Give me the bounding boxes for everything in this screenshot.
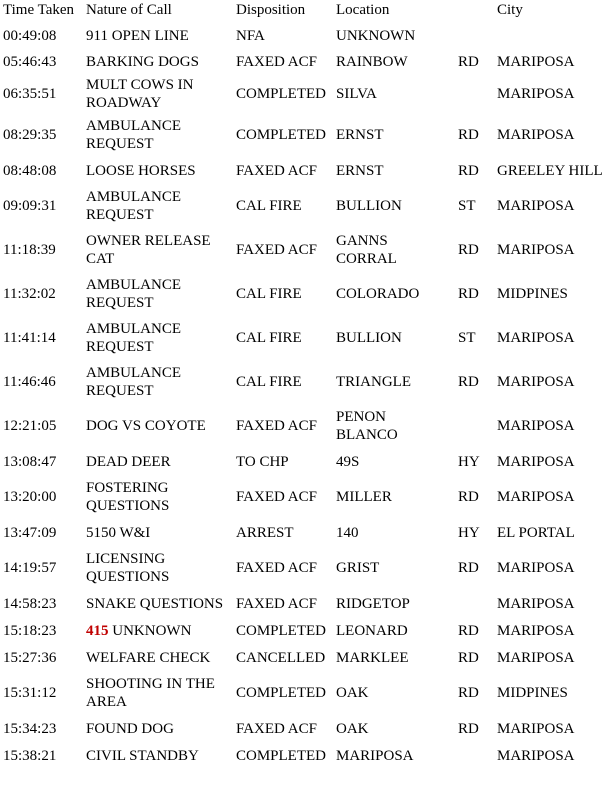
cell-location: RIDGETOP [336,595,410,612]
call-code-highlight: 415 [86,622,109,639]
cell-location: LEONARD [336,622,408,639]
call-nature-text: UNKNOWN [108,622,192,639]
cell-location: TRIANGLE [336,374,411,390]
cell-time: 05:46:43 [3,53,57,70]
cell-disposition: FAXED ACF [236,489,317,505]
cell-nature-of-call: LICENSING QUESTIONS [86,551,170,585]
cell-location: GRIST [336,560,380,576]
cell-nature-of-call: 911 OPEN LINE [86,27,189,44]
header-time-taken: Time Taken [3,2,75,18]
cell-city: MARIPOSA [497,127,575,143]
cell-city: GREELEY HILL [497,162,603,179]
cell-city: MARIPOSA [497,560,575,576]
cell-location: UNKNOWN [336,27,416,44]
cell-city: MARIPOSA [497,198,575,214]
cell-suffix: RD [458,286,479,302]
cell-nature-of-call: FOSTERING QUESTIONS [86,480,170,514]
cell-nature-of-call: AMBULANCE REQUEST [86,189,182,223]
cell-nature-of-call: CIVIL STANDBY [86,747,199,764]
cell-disposition: COMPLETED [236,86,326,102]
table-row [0,360,614,404]
cell-time: 15:31:12 [3,685,57,701]
cell-disposition: CAL FIRE [236,198,302,214]
table-row [0,157,614,184]
cell-disposition: COMPLETED [236,127,326,143]
cell-city: MARIPOSA [497,649,575,666]
cell-suffix: RD [458,162,479,179]
header-disposition: Disposition [236,2,306,18]
table-row [0,644,614,671]
cell-time: 11:18:39 [3,242,56,258]
table-row [0,715,614,742]
cell-disposition: CAL FIRE [236,374,302,390]
table-row [0,48,614,75]
cell-location: 49S [336,453,360,470]
cell-suffix: RD [458,622,479,639]
cell-city: MARIPOSA [497,720,575,737]
cell-nature-of-call: AMBULANCE REQUEST [86,321,182,355]
header-city: City [497,2,523,18]
cell-disposition: FAXED ACF [236,242,317,258]
cell-city [494,23,614,48]
cell-nature-of-call: OWNER RELEASE CAT [86,233,211,267]
cell-location: OAK [336,720,369,737]
cell-disposition: CAL FIRE [236,286,302,302]
cell-city: MARIPOSA [497,453,575,470]
cell-disposition: FAXED ACF [236,53,317,70]
cell-nature-of-call: DEAD DEER [86,453,171,470]
cell-time: 13:20:00 [3,489,57,505]
cell-location: BULLION [336,198,402,214]
cell-suffix: RD [458,53,479,70]
table-row [0,316,614,360]
cell-city: MARIPOSA [497,489,575,505]
cell-suffix: RD [458,242,479,258]
cell-nature-of-call: AMBULANCE REQUEST [86,365,182,399]
cell-suffix: RD [458,489,479,505]
table-row [0,113,614,157]
header-location: Location [336,2,390,18]
cell-disposition: FAXED ACF [236,560,317,576]
cell-nature-of-call: BARKING DOGS [86,53,199,70]
cell-disposition: FAXED ACF [236,162,317,179]
cell-suffix: RD [458,127,479,143]
cell-city: MARIPOSA [497,747,575,764]
cell-time: 08:29:35 [3,127,57,143]
cell-time: 15:34:23 [3,720,57,737]
cell-suffix: ST [458,198,476,214]
cell-nature-of-call: SNAKE QUESTIONS [86,595,224,612]
cell-time: 11:41:14 [3,330,56,346]
cell-time: 12:21:05 [3,418,57,434]
cell-nature-of-call: SHOOTING IN THE AREA [86,676,215,710]
table-row [0,228,614,272]
cell-suffix: RD [458,649,479,666]
cell-city: EL PORTAL [497,524,575,541]
cell-time: 14:19:57 [3,560,57,576]
cell-nature-of-call: FOUND DOG [86,720,174,737]
cell-suffix [455,404,494,448]
cell-disposition: CANCELLED [236,649,326,666]
cell-suffix: ST [458,330,476,346]
cell-location: GANNS CORRAL [336,233,397,267]
cell-location: ERNST [336,127,384,143]
cell-suffix: RD [458,560,479,576]
cell-nature-of-call [83,617,233,644]
cell-city: MARIPOSA [497,242,575,258]
cell-suffix: RD [458,720,479,737]
cell-disposition: CAL FIRE [236,330,302,346]
cell-time: 13:47:09 [3,524,57,541]
cell-suffix: HY [458,453,480,470]
cell-disposition: ARREST [236,524,294,541]
cell-suffix: HY [458,524,480,541]
cell-location: MARIPOSA [336,747,414,764]
cell-city: MARIPOSA [497,622,575,639]
cell-location: PENON BLANCO [336,409,398,443]
cell-nature-of-call: MULT COWS IN ROADWAY [86,77,194,111]
cell-time: 13:08:47 [3,453,57,470]
cell-disposition: FAXED ACF [236,720,317,737]
cell-time: 08:48:08 [3,162,57,179]
cell-city: MARIPOSA [497,53,575,70]
cell-suffix [455,23,494,48]
cell-location: OAK [336,685,369,701]
cell-time: 15:18:23 [3,622,57,639]
table-row [0,23,614,48]
cell-disposition: NFA [236,27,265,44]
cell-time: 09:09:31 [3,198,57,214]
table-row [0,272,614,316]
cell-city: MARIPOSA [497,374,575,390]
cell-location: SILVA [336,86,377,102]
cell-time: 11:46:46 [3,374,56,390]
cell-nature-of-call: LOOSE HORSES [86,162,196,179]
cell-location: BULLION [336,330,402,346]
cell-location: 140 [336,524,359,541]
cell-city: MIDPINES [497,286,568,302]
header-row [0,0,614,23]
cell-disposition: FAXED ACF [236,418,317,434]
table-row [0,404,614,448]
table-row [0,742,614,769]
cell-city: MARIPOSA [497,595,575,612]
header-nature-of-call: Nature of Call [86,2,172,18]
cell-suffix [455,742,494,769]
table-row [0,448,614,475]
cell-suffix [455,590,494,617]
cell-disposition: COMPLETED [236,622,326,639]
cell-nature-of-call: AMBULANCE REQUEST [86,118,182,152]
cell-nature-of-call: 5150 W&I [86,524,151,541]
cell-time: 11:32:02 [3,286,56,302]
table-row [0,519,614,546]
table-row [0,75,614,113]
cell-disposition: FAXED ACF [236,595,317,612]
cell-city: MARIPOSA [497,330,575,346]
table-row [0,617,614,644]
cell-city: MARIPOSA [497,86,575,102]
cell-disposition: COMPLETED [236,685,326,701]
cell-nature-of-call: DOG VS COYOTE [86,418,206,434]
cell-location: MILLER [336,489,392,505]
cell-location: COLORADO [336,286,420,302]
cell-city: MARIPOSA [497,418,575,434]
table-row [0,184,614,228]
cell-location: MARKLEE [336,649,409,666]
cell-time: 06:35:51 [3,86,57,102]
cell-disposition: COMPLETED [236,747,326,764]
cell-time: 15:38:21 [3,747,57,764]
table-row [0,590,614,617]
cell-location: RAINBOW [336,53,408,70]
cell-time: 14:58:23 [3,595,57,612]
table-row [0,546,614,590]
table-row [0,671,614,715]
cell-suffix [455,75,494,113]
header-suffix [455,0,494,23]
cell-disposition: TO CHP [236,453,289,470]
cell-nature-of-call: AMBULANCE REQUEST [86,277,182,311]
cell-time: 00:49:08 [3,27,57,44]
cell-suffix: RD [458,685,479,701]
cell-suffix: RD [458,374,479,390]
cell-location: ERNST [336,162,384,179]
cell-city: MIDPINES [497,685,568,701]
cell-time: 15:27:36 [3,649,57,666]
cell-nature-of-call: WELFARE CHECK [86,649,211,666]
table-row [0,475,614,519]
